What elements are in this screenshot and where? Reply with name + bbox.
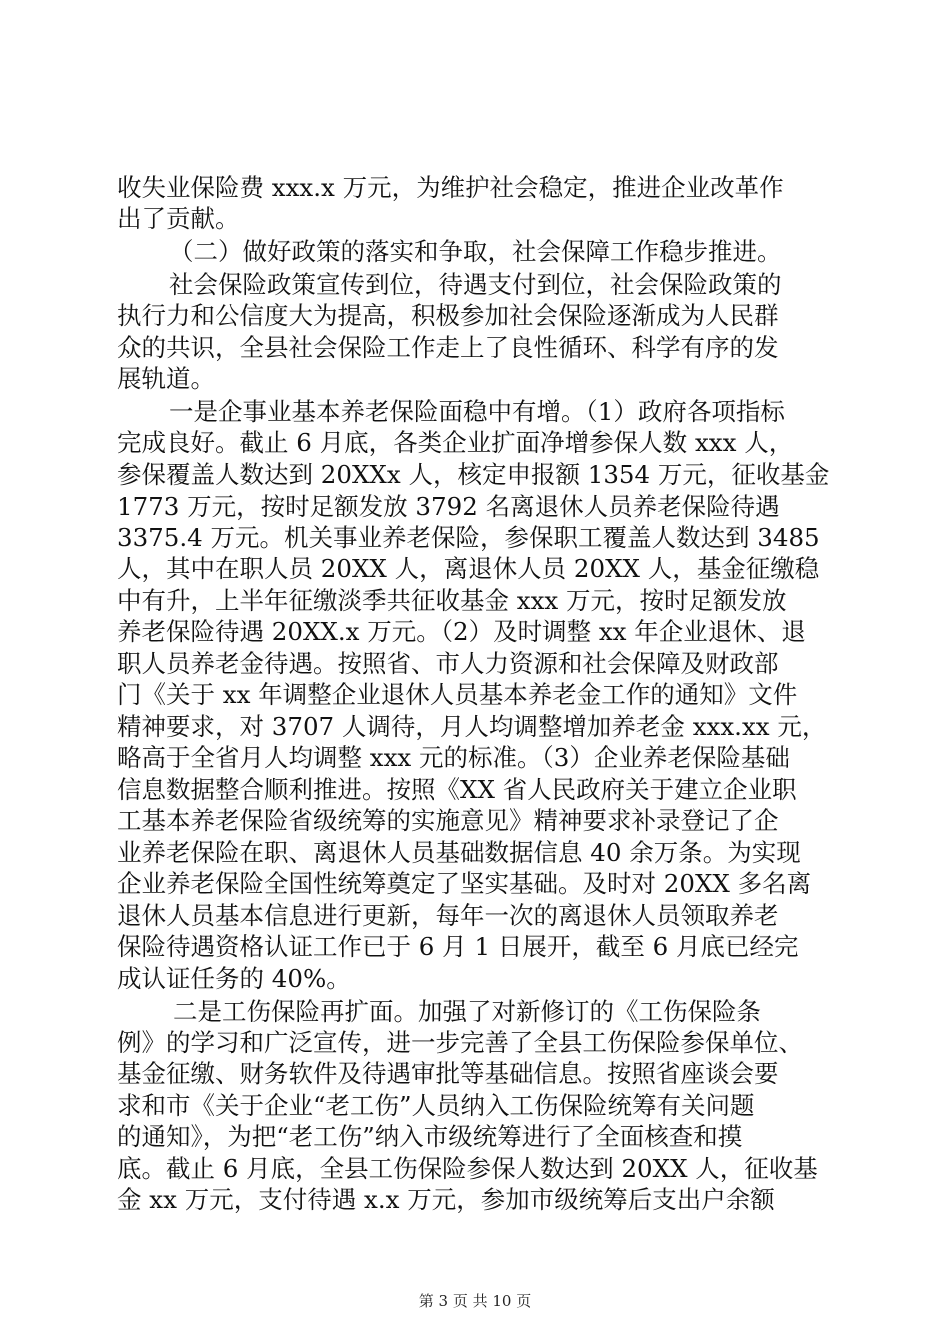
section-heading: （二）做好政策的落实和争取，社会保障工作稳步推进。 bbox=[169, 237, 782, 266]
paragraph-line: 人，其中在职人员 20XX 人，离退休人员 20XX 人，基金征缴稳 bbox=[117, 554, 820, 583]
paragraph-line: 门《关于 xx 年调整企业退休人员基本养老金工作的通知》文件 bbox=[117, 680, 798, 709]
paragraph-line: 参保覆盖人数达到 20XXx 人，核定申报额 1354 万元，征收基金 bbox=[117, 460, 830, 489]
paragraph-line: 的通知》，为把“老工伤”纳入市级统筹进行了全面核查和摸 bbox=[117, 1122, 743, 1151]
paragraph-line: 例》的学习和广泛宣传，进一步完善了全县工伤保险参保单位、 bbox=[117, 1028, 803, 1057]
paragraph-line: 略高于全省月人均调整 xxx 元的标准。（3）企业养老保险基础 bbox=[117, 743, 790, 772]
paragraph-line: 求和市《关于企业“老工伤”人员纳入工伤保险统筹有关问题 bbox=[117, 1091, 755, 1120]
paragraph-line: 成认证任务的 40%。 bbox=[117, 964, 351, 993]
paragraph-line: 1773 万元，按时足额发放 3792 名离退休人员养老保险待遇 bbox=[117, 492, 780, 521]
paragraph-line: 社会保险政策宣传到位，待遇支付到位，社会保险政策的 bbox=[169, 270, 782, 299]
paragraph-line: 众的共识，全县社会保险工作走上了良性循环、科学有序的发 bbox=[117, 333, 779, 362]
paragraph-line: 保险待遇资格认证工作已于 6 月 1 日展开，截至 6 月底已经完 bbox=[117, 932, 799, 961]
paragraph-line: 工基本养老保险省级统筹的实施意见》精神要求补录登记了企 bbox=[117, 806, 779, 835]
paragraph-line: 企业养老保险全国性统筹奠定了坚实基础。及时对 20XX 多名离 bbox=[117, 869, 812, 898]
paragraph-line: 信息数据整合顺利推进。按照《XX 省人民政府关于建立企业职 bbox=[117, 775, 797, 804]
paragraph-line: 二是工伤保险再扩面。加强了对新修订的《工伤保险条 bbox=[173, 997, 761, 1026]
paragraph-line: 职人员养老金待遇。按照省、市人力资源和社会保障及财政部 bbox=[117, 649, 779, 678]
paragraph-line: 业养老保险在职、离退休人员基础数据信息 40 余万条。为实现 bbox=[117, 838, 801, 867]
paragraph-line: 完成良好。截止 6 月底，各类企业扩面净增参保人数 xxx 人， bbox=[117, 428, 794, 457]
page-number-footer: 第 3 页 共 10 页 bbox=[418, 1292, 532, 1310]
paragraph-line: 出了贡献。 bbox=[117, 204, 240, 233]
paragraph-line: 金 xx 万元，支付待遇 x.x 万元，参加市级统筹后支出户余额 bbox=[117, 1185, 775, 1214]
paragraph-line: 一是企事业基本养老保险面稳中有增。（1）政府各项指标 bbox=[169, 397, 785, 426]
paragraph-line: 执行力和公信度大为提高，积极参加社会保险逐渐成为人民群 bbox=[117, 301, 779, 330]
paragraph-line: 3375.4 万元。机关事业养老保险，参保职工覆盖人数达到 3485 bbox=[117, 523, 820, 552]
paragraph-line: 退休人员基本信息进行更新，每年一次的离退休人员领取养老 bbox=[117, 901, 779, 930]
paragraph-line: 基金征缴、财务软件及待遇审批等基础信息。按照省座谈会要 bbox=[117, 1059, 779, 1088]
paragraph-line: 收失业保险费 xxx.x 万元，为维护社会稳定，推进企业改革作 bbox=[117, 173, 784, 202]
paragraph-line: 展轨道。 bbox=[117, 364, 215, 393]
paragraph-line: 精神要求，对 3707 人调待，月人均调整增加养老金 xxx.xx 元， bbox=[117, 712, 827, 741]
paragraph-line: 底。截止 6 月底，全县工伤保险参保人数达到 20XX 人，征收基 bbox=[117, 1154, 818, 1183]
paragraph-line: 中有升，上半年征缴淡季共征收基金 xxx 万元，按时足额发放 bbox=[117, 586, 787, 615]
paragraph-line: 养老保险待遇 20XX.x 万元。（2）及时调整 xx 年企业退休、退 bbox=[117, 617, 806, 646]
